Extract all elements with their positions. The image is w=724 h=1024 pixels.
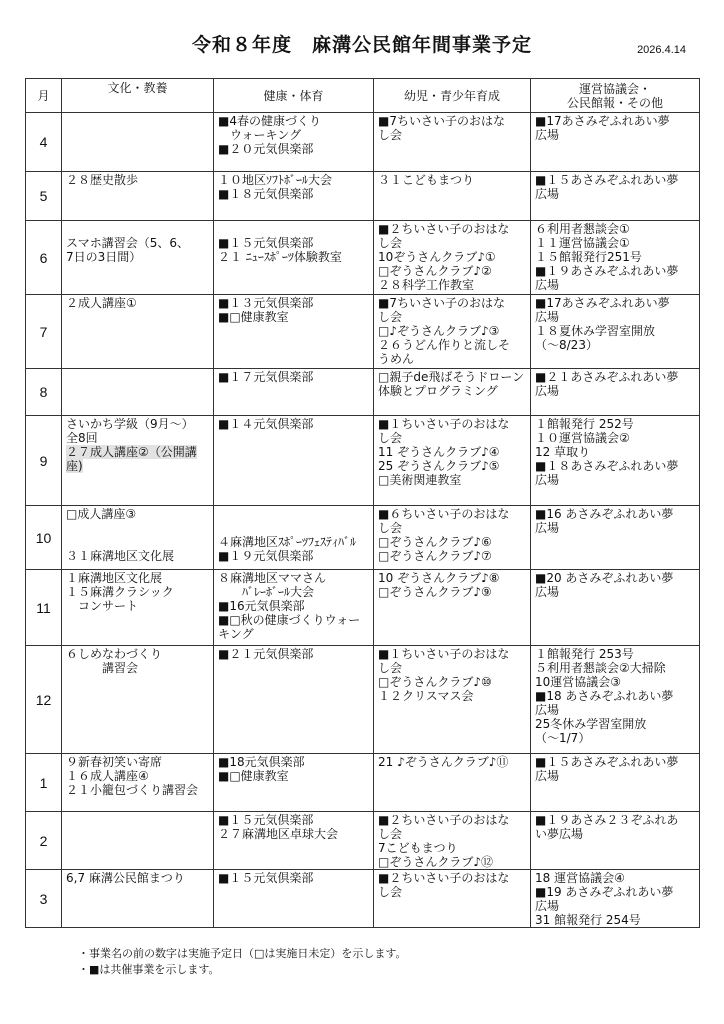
- event-line: し会: [378, 827, 403, 841]
- health-cell: [214, 570, 374, 646]
- event-line: 広場: [535, 310, 560, 324]
- event-line: １８夏休み学習室開放: [535, 324, 656, 338]
- event-line: １２クリスマス会: [378, 689, 474, 703]
- event-line: 広場: [535, 899, 560, 913]
- culture-cell: [62, 754, 214, 812]
- youth-cell: [374, 295, 531, 369]
- month-cell: 8: [26, 369, 62, 416]
- event-line: □美術関連教室: [378, 473, 462, 487]
- event-line: 広場: [535, 769, 560, 783]
- culture-cell: [62, 221, 214, 295]
- event-line: □ぞうさんクラブ♪⑦: [378, 549, 492, 563]
- operations-cell: [531, 221, 700, 295]
- table-row: [26, 172, 700, 221]
- event-line: し会: [378, 310, 403, 324]
- event-line: ■１８あさみぞふれあい夢: [535, 459, 679, 473]
- event-line: さいかち学級（9月～）: [66, 417, 194, 431]
- event-line: ■18元気倶楽部: [218, 755, 305, 769]
- event-line: ■１５元気倶楽部: [218, 813, 314, 827]
- event-line: ■６ちいさい子のおはな: [378, 507, 510, 521]
- event-line: し会: [378, 521, 403, 535]
- youth-cell: [374, 812, 531, 870]
- event-line: （～8/23）: [535, 338, 598, 352]
- health-cell: [214, 646, 374, 754]
- event-line: 広場: [535, 521, 560, 535]
- event-line: ■16元気倶楽部: [218, 599, 305, 613]
- event-line: １０地区ｿﾌﾄﾎﾞｰﾙ大会: [218, 173, 333, 187]
- event-line: ■１５あさみぞふれあい夢: [535, 173, 679, 187]
- event-line: □親子de飛ばそうドローン: [378, 370, 525, 384]
- highlighted-event-line: [66, 445, 209, 459]
- event-line: 31 館報発行 254号: [535, 913, 641, 927]
- event-line: １５麻溝クラシック: [66, 585, 174, 599]
- event-line: ■２ちいさい子のおはな: [378, 871, 510, 885]
- event-line: [66, 535, 209, 549]
- month-cell: 3: [26, 870, 62, 928]
- event-line: ２成人講座①: [66, 296, 137, 310]
- event-line: ■１９あさみ２３ぞふれあ: [535, 813, 679, 827]
- event-line: [66, 222, 209, 236]
- event-line: し会: [378, 661, 403, 675]
- event-line: ２１小籠包づくり講習会: [66, 783, 199, 797]
- event-line: １館報発行 252号: [535, 417, 634, 431]
- event-line: 全8回: [66, 431, 98, 445]
- event-line: ■□健康教室: [218, 769, 289, 783]
- operations-cell: [531, 570, 700, 646]
- health-cell: [214, 113, 374, 172]
- event-line: 25 ぞうさんクラブ♪⑤: [378, 459, 500, 473]
- event-line: １１運営協議会①: [535, 236, 630, 250]
- event-line: 12 草取り: [535, 445, 591, 459]
- event-line: し会: [378, 128, 403, 142]
- month-cell: 9: [26, 416, 62, 506]
- event-line: ■１５元気倶楽部: [218, 871, 314, 885]
- event-line: 広場: [535, 278, 560, 292]
- event-line: １６成人講座④: [66, 769, 149, 783]
- health-cell: [214, 754, 374, 812]
- event-line: ■２０元気倶楽部: [218, 142, 314, 156]
- youth-cell: [374, 221, 531, 295]
- header-operations-line: 公民館報・その他: [566, 95, 663, 110]
- schedule-table: [25, 78, 700, 928]
- event-line: ２１ ﾆｭｰｽﾎﾟｰﾂ体験教室: [218, 250, 342, 264]
- youth-cell: [374, 369, 531, 416]
- header-culture: 文化・教養: [62, 79, 214, 113]
- month-cell: 7: [26, 295, 62, 369]
- culture-cell: [62, 646, 214, 754]
- highlighted-event-text: 座): [66, 459, 83, 473]
- event-line: し会: [378, 236, 403, 250]
- event-line: ２７麻溝地区卓球大会: [218, 827, 339, 841]
- event-line: [218, 222, 369, 236]
- event-line: ３１こどもまつり: [378, 173, 475, 187]
- event-line: ■□秋の健康づくりウォー: [218, 613, 361, 627]
- event-line: １麻溝地区文化展: [66, 571, 163, 585]
- culture-cell: [62, 172, 214, 221]
- event-line: 講習会: [66, 661, 139, 675]
- event-line: し会: [378, 431, 403, 445]
- event-line: ■１ちいさい子のおはな: [378, 417, 510, 431]
- event-line: 広場: [535, 703, 560, 717]
- event-line: [218, 507, 369, 521]
- event-line: ■20 あさみぞふれあい夢: [535, 571, 674, 585]
- culture-cell: [62, 113, 214, 172]
- youth-cell: [374, 570, 531, 646]
- table-row: [26, 870, 700, 928]
- event-line: 7日の3日間）: [66, 250, 142, 264]
- event-line: 18 運営協議会④: [535, 871, 625, 885]
- highlighted-event-text: ２７成人講座②（公開講: [66, 445, 197, 459]
- event-line: □ぞうさんクラブ♪⑨: [378, 585, 492, 599]
- event-line: コンサート: [66, 599, 139, 613]
- event-line: 体験とプログラミング: [378, 384, 498, 398]
- event-line: キング: [218, 627, 254, 641]
- operations-cell: [531, 295, 700, 369]
- event-line: ■１ちいさい子のおはな: [378, 647, 510, 661]
- event-line: 6,7 麻溝公民館まつり: [66, 871, 185, 885]
- event-line: ■１５元気倶楽部: [218, 236, 314, 250]
- event-line: い夢広場: [535, 827, 584, 841]
- culture-cell: [62, 295, 214, 369]
- event-line: ■7ちいさい子のおはな: [378, 296, 505, 310]
- event-line: ２８科学工作教室: [378, 278, 475, 292]
- event-line: ■7ちいさい子のおはな: [378, 114, 505, 128]
- event-line: 10運営協議会③: [535, 675, 622, 689]
- header-month: 月: [26, 79, 62, 113]
- event-line: □♪ぞうさんクラブ♪③: [378, 324, 500, 338]
- table-row: [26, 812, 700, 870]
- operations-cell: [531, 369, 700, 416]
- event-line: ■18 あさみぞふれあい夢: [535, 689, 674, 703]
- event-line: スマホ講習会（5、6、: [66, 236, 190, 250]
- operations-cell: [531, 870, 700, 928]
- month-cell: 1: [26, 754, 62, 812]
- footnote: ・■は共催事業を示します。: [78, 963, 220, 976]
- header-youth: 幼児・青少年育成: [374, 79, 531, 113]
- youth-cell: [374, 646, 531, 754]
- event-line: （～1/7）: [535, 731, 591, 745]
- event-line: ﾊﾞﾚｰﾎﾞｰﾙ大会: [218, 585, 315, 599]
- month-cell: 6: [26, 221, 62, 295]
- event-line: 7こどもまつり: [378, 841, 458, 855]
- event-line: １館報発行 253号: [535, 647, 634, 661]
- month-cell: 5: [26, 172, 62, 221]
- header-row: [26, 79, 700, 113]
- event-line: [66, 521, 209, 535]
- event-line: ■１５あさみぞふれあい夢: [535, 755, 679, 769]
- culture-cell: [62, 506, 214, 570]
- operations-cell: [531, 646, 700, 754]
- event-line: ■16 あさみぞふれあい夢: [535, 507, 674, 521]
- event-line: ■１７元気倶楽部: [218, 370, 314, 384]
- health-cell: [214, 416, 374, 506]
- table-row: [26, 113, 700, 172]
- event-line: ウォーキング: [218, 128, 302, 142]
- month-cell: 12: [26, 646, 62, 754]
- youth-cell: [374, 113, 531, 172]
- event-line: ■17あさみぞふれあい夢: [535, 114, 670, 128]
- highlighted-event-line: [66, 459, 209, 473]
- event-line: ■１８元気倶楽部: [218, 187, 314, 201]
- event-line: □ぞうさんクラブ♪②: [378, 264, 492, 278]
- youth-cell: [374, 506, 531, 570]
- event-line: 10 ぞうさんクラブ♪⑧: [378, 571, 500, 585]
- event-line: ■17あさみぞふれあい夢: [535, 296, 670, 310]
- event-line: □ぞうさんクラブ♪⑫: [378, 855, 493, 869]
- event-line: 21 ♪ぞうさんクラブ♪⑪: [378, 755, 509, 769]
- health-cell: [214, 295, 374, 369]
- event-line: ■4春の健康づくり: [218, 114, 321, 128]
- operations-cell: [531, 506, 700, 570]
- health-cell: [214, 812, 374, 870]
- event-line: ２６うどん作りと流しそ: [378, 338, 511, 352]
- event-line: し会: [378, 885, 403, 899]
- table-row: [26, 754, 700, 812]
- event-line: ９新春初笑い寄席: [66, 755, 163, 769]
- event-line: [218, 521, 369, 535]
- event-line: ■１４元気倶楽部: [218, 417, 314, 431]
- event-line: ■２１あさみぞふれあい夢: [535, 370, 679, 384]
- culture-cell: [62, 812, 214, 870]
- event-line: ３１麻溝地区文化展: [66, 549, 175, 563]
- event-line: ■１９あさみぞふれあい夢: [535, 264, 679, 278]
- event-line: 広場: [535, 187, 560, 201]
- event-line: □ぞうさんクラブ♪⑥: [378, 535, 492, 549]
- event-line: ６利用者懇談会①: [535, 222, 630, 236]
- youth-cell: [374, 870, 531, 928]
- event-line: ５利用者懇談会②大掃除: [535, 661, 666, 675]
- event-line: 広場: [535, 384, 560, 398]
- health-cell: [214, 870, 374, 928]
- header-health: 健康・体育: [214, 79, 374, 113]
- culture-cell: [62, 870, 214, 928]
- operations-cell: [531, 113, 700, 172]
- culture-cell: [62, 416, 214, 506]
- document-date: 2026.4.14: [637, 44, 686, 56]
- footnote: ・事業名の前の数字は実施予定日（□は実施日未定）を示します。: [78, 947, 407, 960]
- culture-cell: [62, 369, 214, 416]
- event-line: □ぞうさんクラブ♪⑩: [378, 675, 492, 689]
- operations-cell: [531, 172, 700, 221]
- table-row: [26, 295, 700, 369]
- footnotes: [78, 946, 407, 978]
- operations-cell: [531, 812, 700, 870]
- event-line: ■２ちいさい子のおはな: [378, 813, 510, 827]
- event-line: ６しめなわづくり: [66, 647, 163, 661]
- youth-cell: [374, 172, 531, 221]
- culture-cell: [62, 570, 214, 646]
- event-line: 広場: [535, 473, 560, 487]
- table-row: [26, 221, 700, 295]
- header-operations-line: 運営協議会・: [578, 81, 651, 96]
- event-line: ■１３元気倶楽部: [218, 296, 314, 310]
- month-cell: 11: [26, 570, 62, 646]
- event-line: 広場: [535, 128, 560, 142]
- table-row: [26, 416, 700, 506]
- health-cell: [214, 369, 374, 416]
- health-cell: [214, 506, 374, 570]
- event-line: ■２１元気倶楽部: [218, 647, 314, 661]
- event-line: うめん: [378, 352, 415, 366]
- table-row: [26, 570, 700, 646]
- event-line: □成人講座③: [66, 507, 137, 521]
- event-line: ■□健康教室: [218, 310, 289, 324]
- operations-cell: [531, 754, 700, 812]
- youth-cell: [374, 416, 531, 506]
- event-line: 25冬休み学習室開放: [535, 717, 647, 731]
- table-row: [26, 646, 700, 754]
- month-cell: 10: [26, 506, 62, 570]
- event-line: 11 ぞうさんクラブ♪④: [378, 445, 500, 459]
- table-row: [26, 369, 700, 416]
- header-operations: [531, 79, 700, 113]
- event-line: １０運営協議会②: [535, 431, 630, 445]
- health-cell: [214, 221, 374, 295]
- page-title: 令和８年度 麻溝公民館年間事業予定: [191, 34, 532, 56]
- event-line: 広場: [535, 585, 560, 599]
- event-line: ■１９元気倶楽部: [218, 549, 314, 563]
- table-row: [26, 506, 700, 570]
- youth-cell: [374, 754, 531, 812]
- month-cell: 4: [26, 113, 62, 172]
- event-line: ８麻溝地区ママさん: [218, 571, 327, 585]
- health-cell: [214, 172, 374, 221]
- event-line: １５館報発行251号: [535, 250, 642, 264]
- event-line: ２８歴史散歩: [66, 173, 139, 187]
- operations-cell: [531, 416, 700, 506]
- event-line: ４麻溝地区ｽﾎﾟｰﾂﾌｪｽﾃｨﾊﾞﾙ: [218, 535, 357, 549]
- event-line: ■19 あさみぞふれあい夢: [535, 885, 674, 899]
- event-line: ■２ちいさい子のおはな: [378, 222, 510, 236]
- month-cell: 2: [26, 812, 62, 870]
- event-line: 10ぞうさんクラブ♪①: [378, 250, 496, 264]
